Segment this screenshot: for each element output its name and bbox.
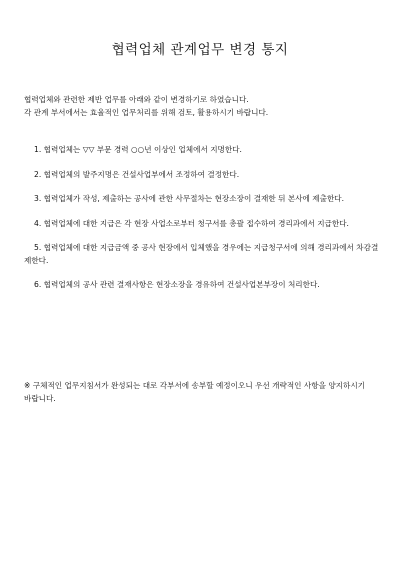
intro-paragraph	[24, 93, 384, 119]
change-item-list	[24, 144, 380, 304]
change-item: 1. 협력업체는 ▽▽ 부문 경력 ○○년 이상인 업체에서 지명한다.	[34, 145, 242, 154]
change-item: 3. 협력업체가 작성, 제출하는 공사에 관한 사무절차는 현장소장이 결재한 뒤 본사에 제출한다.	[34, 194, 345, 203]
change-item: 2. 협력업체의 발주지명은 건설사업부에서 조정하여 결정한다.	[34, 169, 240, 179]
document-title: 협력업체 관계업무 변경 통지	[111, 42, 289, 58]
change-item: 5. 협력업체에 대한 지급금액 중 공사 현장에서 입체했을 경우에는 지급청구서에 의해 경리과에서 차감결제한다.	[24, 243, 379, 265]
intro-line: 협력업체와 관련한 제반 업무를 아래와 같이 변경하기로 하였습니다.	[24, 95, 249, 104]
notice-text: ※ 구체적인 업무지침서가 완성되는 대로 각부서에 송부할 예정이오니 우선 개략적인 사항을 양지하시기 바랍니다.	[24, 381, 366, 403]
closing-notice	[24, 380, 374, 405]
change-item: 6. 협력업체의 공사 관련 결재사항은 현장소장을 경유하여 건설사업본부장이 처리한다.	[34, 280, 320, 289]
intro-line: 각 관계 부서에서는 효율적인 업무처리를 위해 검토, 활용하시기 바랍니다.	[24, 108, 269, 117]
change-item: 4. 협력업체에 대한 지급은 각 현장 사업소로부터 청구서를 총괄 접수하여 경리과에서 지급한다.	[34, 218, 349, 228]
